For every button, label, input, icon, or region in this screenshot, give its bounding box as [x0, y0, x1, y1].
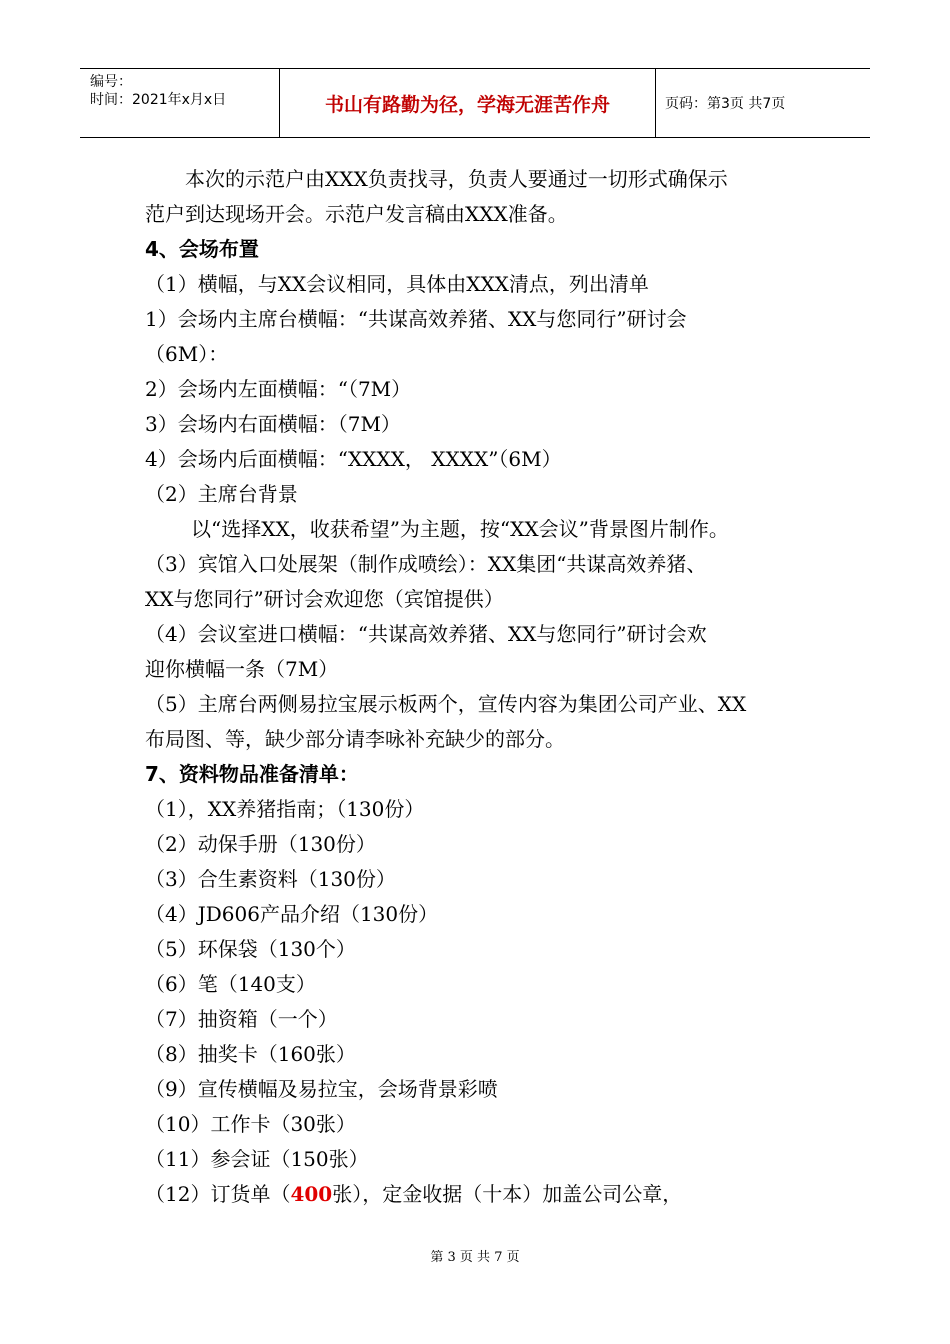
- header-page-number: 页码：第3页 共7页: [665, 96, 786, 112]
- list-item-prefix: （12）订货单（: [145, 1182, 291, 1206]
- paragraph-line: 2）会场内左面横幅：“（7M）: [145, 377, 412, 401]
- header-motto: 书山有路勤为径，学海无涯苦作舟: [280, 69, 656, 137]
- paragraph-line: 本次的示范户由XXX负责找寻，负责人要通过一切形式确保示: [185, 167, 728, 191]
- paragraph-line: （2）主席台背景: [145, 482, 298, 506]
- header-meta: [80, 69, 280, 137]
- paragraph-line: 4）会场内后面横幅：“XXXX， XXXX”（6M）: [145, 447, 562, 471]
- paragraph-line: 迎你横幅一条（7M）: [145, 657, 339, 681]
- doc-number: 编号：: [90, 74, 132, 90]
- page-footer: 第 3 页 共 7 页: [430, 1250, 520, 1265]
- paragraph-line: （5）主席台两侧易拉宝展示板两个，宣传内容为集团公司产业、XX: [145, 692, 747, 716]
- list-item: （2）动保手册（130份）: [145, 832, 376, 856]
- section-heading: 7、资料物品准备清单：: [145, 762, 359, 786]
- page-header: [80, 68, 870, 138]
- paragraph-line: 布局图、等，缺少部分请李咏补充缺少的部分。: [145, 727, 565, 751]
- paragraph-line: （6M）：: [145, 342, 229, 366]
- paragraph-line: 以“选择XX，收获希望”为主题，按“XX会议”背景图片制作。: [191, 517, 729, 541]
- list-item: [145, 1177, 815, 1212]
- paragraph-line: 3）会场内右面横幅：（7M）: [145, 412, 401, 436]
- list-item: （1），XX养猪指南；（130份）: [145, 797, 425, 821]
- paragraph-line: （4）会议室进口横幅：“共谋高效养猪、XX与您同行”研讨会欢: [145, 622, 707, 646]
- paragraph-line: （3）宾馆入口处展架（制作成喷绘）：XX集团“共谋高效养猪、: [145, 552, 707, 576]
- paragraph-line: 1）会场内主席台横幅：“共谋高效养猪、XX与您同行”研讨会: [145, 307, 687, 331]
- list-item: （3）合生素资料（130份）: [145, 867, 396, 891]
- document-body: [145, 162, 815, 1212]
- section-heading: 4、会场布置: [145, 237, 259, 261]
- list-item-suffix: 张），定金收据（十本）加盖公司公章，: [332, 1182, 683, 1206]
- paragraph-line: （1）横幅，与XX会议相同，具体由XXX清点，列出清单: [145, 272, 649, 296]
- list-item: （10）工作卡（30张）: [145, 1112, 356, 1136]
- highlighted-quantity: 400: [290, 1182, 333, 1206]
- doc-time: 时间：2021年x月x日: [90, 92, 227, 108]
- list-item: （4）JD606产品介绍（130份）: [145, 902, 439, 926]
- list-item: （11）参会证（150张）: [145, 1147, 369, 1171]
- paragraph-line: XX与您同行”研讨会欢迎您（宾馆提供）: [145, 587, 504, 611]
- list-item: （9）宣传横幅及易拉宝，会场背景彩喷: [145, 1077, 498, 1101]
- list-item: （8）抽奖卡（160张）: [145, 1042, 356, 1066]
- list-item: （7）抽资箱（一个）: [145, 1007, 338, 1031]
- list-item: （5）环保袋（130个）: [145, 937, 356, 961]
- list-item: （6）笔（140支）: [145, 972, 316, 996]
- paragraph-line: 范户到达现场开会。示范户发言稿由XXX准备。: [145, 202, 568, 226]
